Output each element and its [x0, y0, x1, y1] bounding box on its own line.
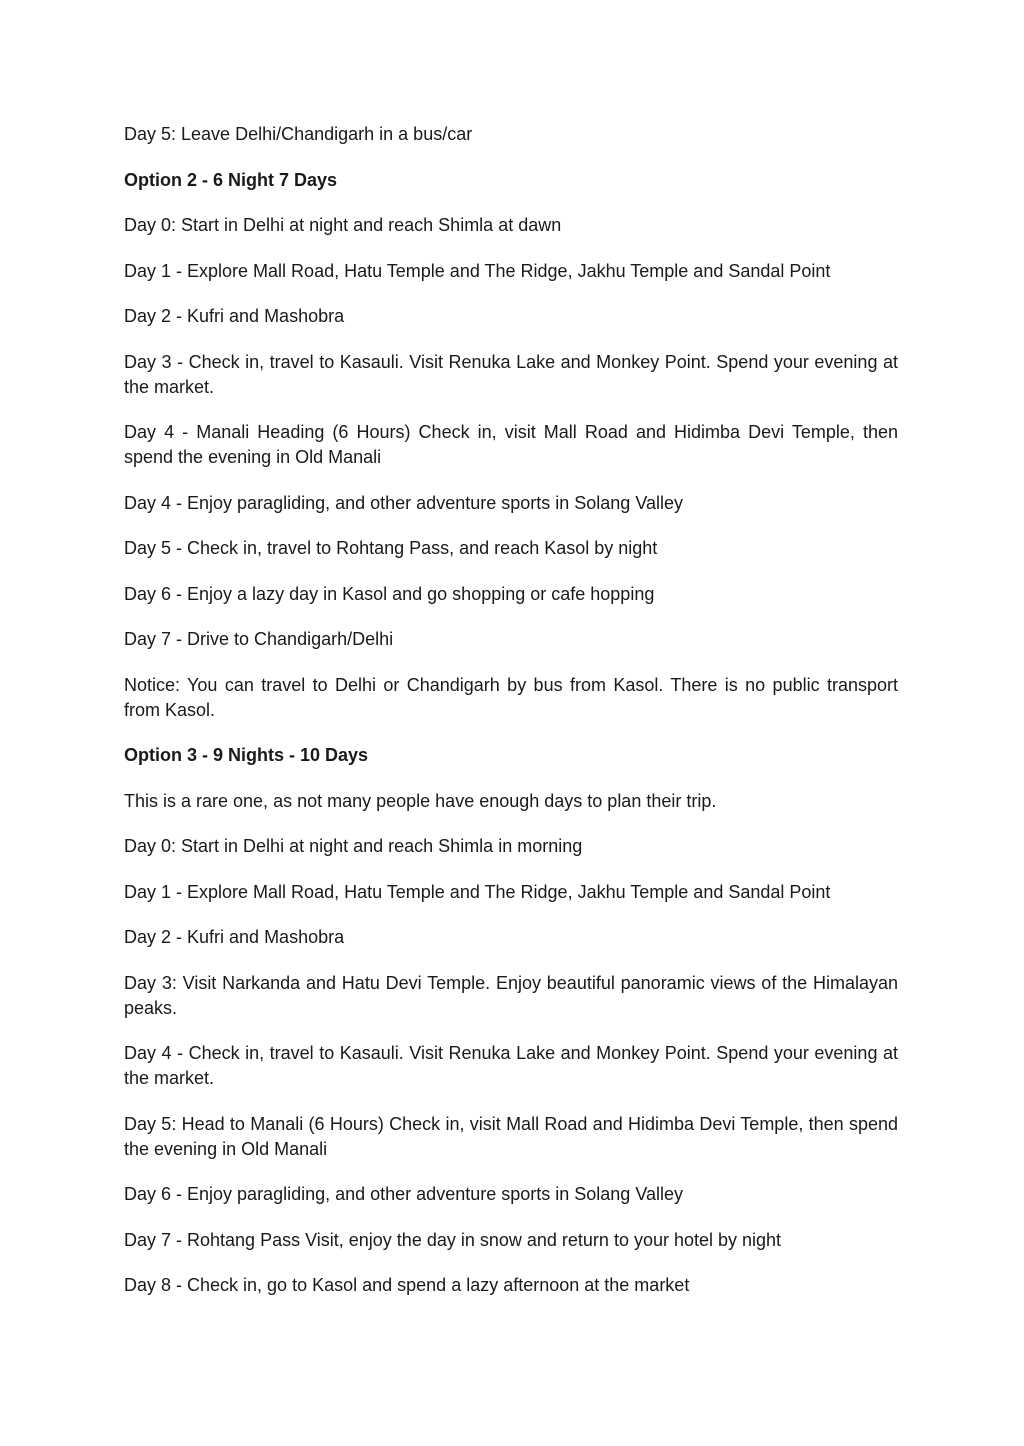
itinerary-line: Day 5: Head to Manali (6 Hours) Check in, visit Mall Road and Hidimba Devi Temple, then spend the evening in Old Manali [124, 1113, 898, 1159]
itinerary-line: Day 4 - Check in, travel to Kasauli. Visit Renuka Lake and Monkey Point. Spend your evening at the market. [124, 1043, 898, 1088]
itinerary-line: Day 1 - Explore Mall Road, Hatu Temple and The Ridge, Jakhu Temple and Sandal Point [124, 260, 831, 281]
itinerary-line: Day 0: Start in Delhi at night and reach Shimla in morning [124, 836, 583, 856]
intro-paragraph: This is a rare one, as not many people have enough days to plan their trip. [124, 790, 717, 811]
itinerary-line: Day 5: Leave Delhi/Chandigarh in a bus/car [124, 124, 473, 144]
itinerary-line: Day 7 - Drive to Chandigarh/Delhi [124, 629, 394, 649]
itinerary-line: Day 7 - Rohtang Pass Visit, enjoy the day in snow and return to your hotel by night [124, 1229, 782, 1250]
itinerary-line: Day 3 - Check in, travel to Kasauli. Visit Renuka Lake and Monkey Point. Spend your evening at the market. [124, 351, 898, 397]
option-3-heading: Option 3 - 9 Nights - 10 Days [124, 745, 369, 765]
itinerary-line: Day 2 - Kufri and Mashobra [124, 306, 345, 326]
itinerary-line: Day 0: Start in Delhi at night and reach Shimla at dawn [124, 215, 562, 235]
itinerary-line: Day 5 - Check in, travel to Rohtang Pass, and reach Kasol by night [124, 538, 658, 558]
itinerary-line: Day 2 - Kufri and Mashobra [124, 927, 345, 947]
itinerary-line: Day 1 - Explore Mall Road, Hatu Temple and The Ridge, Jakhu Temple and Sandal Point [124, 881, 831, 902]
option-2-heading: Option 2 - 6 Night 7 Days [124, 169, 338, 190]
itinerary-line: Day 3: Visit Narkanda and Hatu Devi Temple. Enjoy beautiful panoramic views of the Himalayan peaks. [124, 972, 898, 1018]
document-page [124, 122, 898, 1319]
notice-paragraph: Notice: You can travel to Delhi or Chandigarh by bus from Kasol. There is no public transport from Kasol. [124, 674, 898, 720]
itinerary-line: Day 6 - Enjoy a lazy day in Kasol and go shopping or cafe hopping [124, 583, 655, 604]
itinerary-line: Day 4 - Manali Heading (6 Hours) Check in, visit Mall Road and Hidimba Devi Temple, then spend the evening in Old Manali [124, 422, 898, 467]
itinerary-line: Day 6 - Enjoy paragliding, and other adventure sports in Solang Valley [124, 1184, 684, 1204]
itinerary-line: Day 8 - Check in, go to Kasol and spend a lazy afternoon at the market [124, 1275, 690, 1295]
itinerary-line: Day 4 - Enjoy paragliding, and other adventure sports in Solang Valley [124, 492, 684, 513]
